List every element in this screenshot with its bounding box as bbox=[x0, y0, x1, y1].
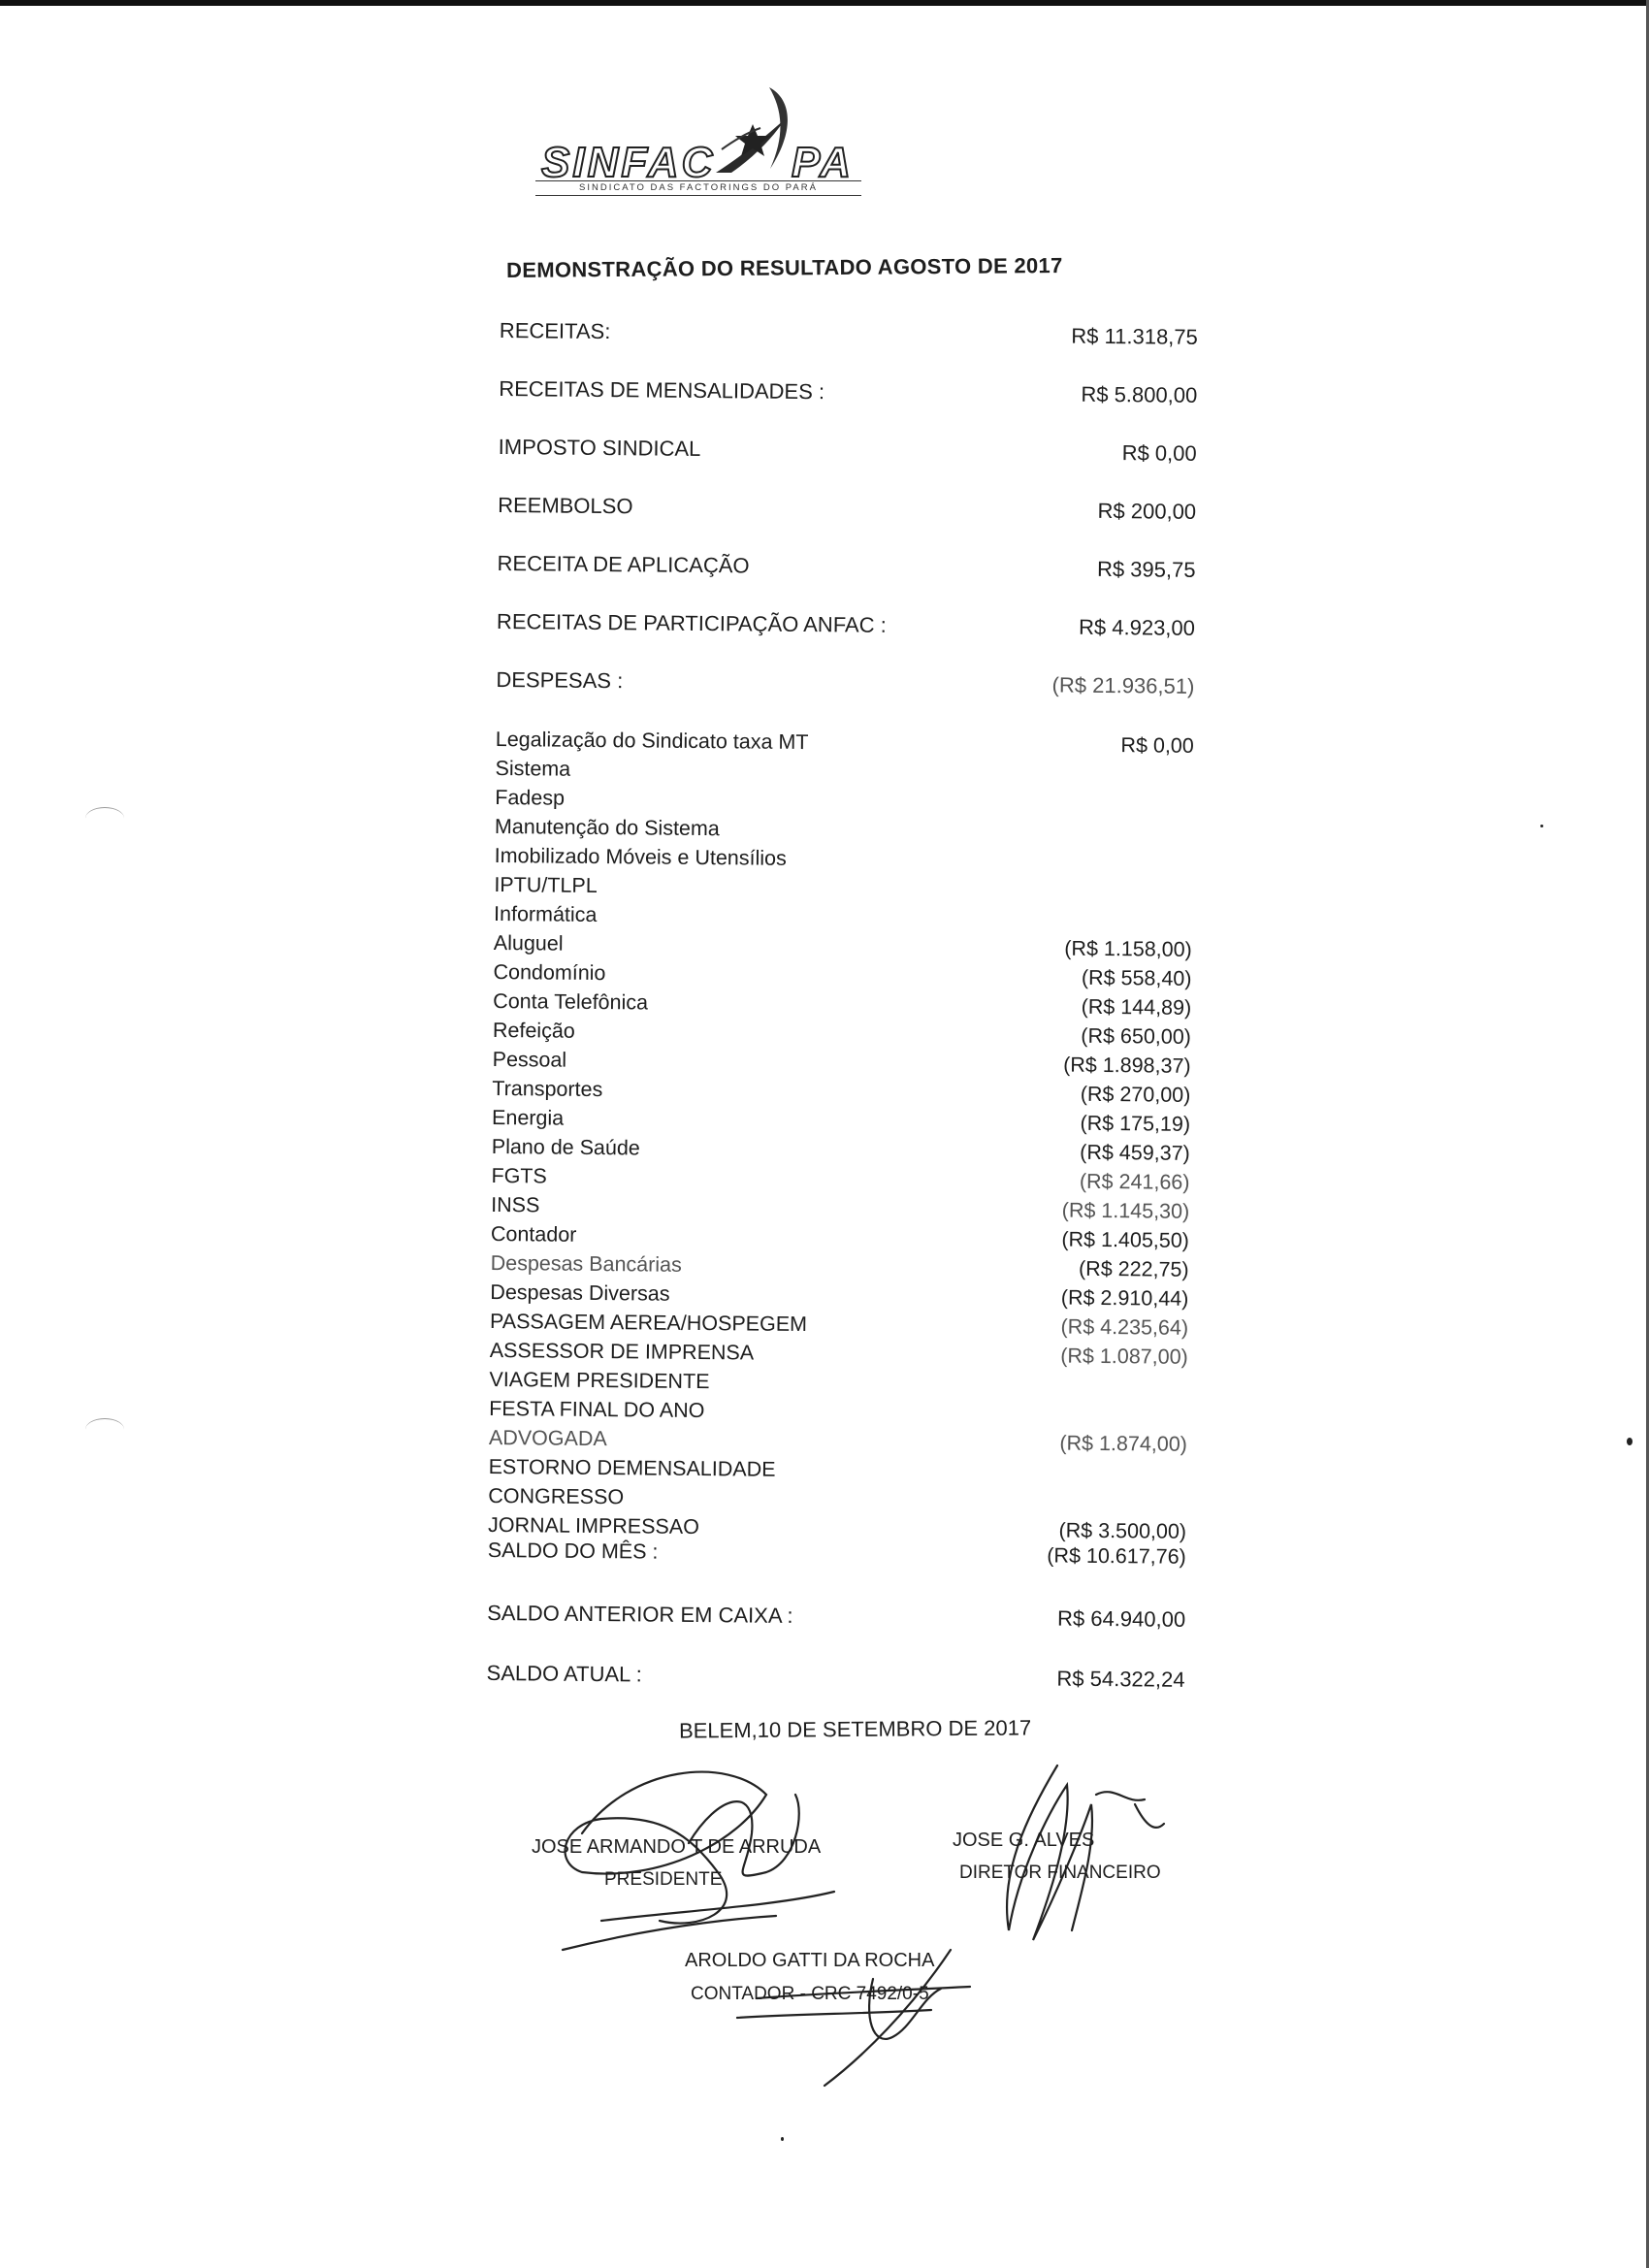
summary-row bbox=[496, 667, 1204, 703]
row-amount: (R$ 1.158,00) bbox=[1064, 936, 1192, 961]
row-amount: (R$ 1.087,00) bbox=[1060, 1344, 1188, 1369]
row-amount: (R$ 222,75) bbox=[1078, 1256, 1189, 1281]
row-label: Conta Telefônica bbox=[493, 988, 649, 1015]
row-label: RECEITAS: bbox=[499, 318, 611, 344]
punch-hole-mark bbox=[85, 1418, 124, 1441]
row-label: SALDO DO MÊS : bbox=[487, 1538, 659, 1564]
row-amount: R$ 0,00 bbox=[1120, 733, 1194, 758]
row-amount: (R$ 1.874,00) bbox=[1059, 1431, 1188, 1456]
punch-hole-mark bbox=[85, 807, 124, 829]
row-amount: (R$ 4.235,64) bbox=[1060, 1314, 1189, 1340]
row-label: RECEITAS DE MENSALIDADES : bbox=[499, 375, 825, 405]
balance-row bbox=[487, 1601, 1195, 1636]
scan-speck bbox=[1627, 1438, 1633, 1445]
svg-text:SINFAC: SINFAC bbox=[541, 139, 716, 186]
row-label: JORNAL IMPRESSAO bbox=[487, 1512, 700, 1539]
signatory-role: PRESIDENTE bbox=[604, 1869, 723, 1890]
row-label: RECEITAS DE PARTICIPAÇÃO ANFAC : bbox=[496, 608, 887, 637]
row-amount: R$ 64.940,00 bbox=[1056, 1605, 1186, 1632]
row-label: Despesas Bancárias bbox=[490, 1250, 682, 1277]
summary-row bbox=[497, 609, 1205, 645]
row-amount: R$ 11.318,75 bbox=[1071, 323, 1198, 349]
row-amount: (R$ 21.936,51) bbox=[1051, 672, 1195, 698]
income-statement bbox=[486, 318, 1208, 1722]
balance-row bbox=[486, 1661, 1194, 1697]
row-amount: (R$ 175,19) bbox=[1080, 1111, 1191, 1136]
place-date: BELEM,10 DE SETEMBRO DE 2017 bbox=[678, 1715, 1032, 1743]
row-label: Imobilizado Móveis e Utensílios bbox=[494, 843, 787, 870]
row-label: PASSAGEM AEREA/HOSPEGEM bbox=[489, 1309, 808, 1337]
row-label: FGTS bbox=[491, 1163, 547, 1188]
row-amount: R$ 5.800,00 bbox=[1081, 381, 1198, 407]
row-label: Fadesp bbox=[495, 785, 566, 810]
row-label: Energia bbox=[491, 1105, 565, 1130]
row-label: IPTU/TLPL bbox=[494, 872, 598, 897]
row-amount: (R$ 3.500,00) bbox=[1058, 1518, 1187, 1543]
row-amount: (R$ 2.910,44) bbox=[1060, 1285, 1189, 1311]
row-label: Condomínio bbox=[493, 959, 606, 986]
sinfac-logo bbox=[532, 80, 881, 206]
row-label: Legalização do Sindicato taxa MT bbox=[495, 727, 809, 755]
row-amount: (R$ 650,00) bbox=[1081, 1023, 1192, 1049]
row-label: Transportes bbox=[492, 1076, 603, 1102]
row-label: RECEITA DE APLICAÇÃO bbox=[497, 550, 750, 578]
row-amount: R$ 200,00 bbox=[1097, 498, 1197, 524]
row-label: FESTA FINAL DO ANO bbox=[489, 1396, 705, 1423]
row-label: Despesas Diversas bbox=[490, 1280, 670, 1306]
row-amount: (R$ 1.405,50) bbox=[1061, 1227, 1190, 1252]
row-label: Manutenção do Sistema bbox=[494, 814, 720, 841]
summary-row bbox=[500, 318, 1208, 354]
row-label: Refeição bbox=[492, 1018, 575, 1043]
summary-row bbox=[499, 435, 1207, 470]
signature-scribbles bbox=[543, 1727, 1222, 2095]
row-label: ASSESSOR DE IMPRENSA bbox=[489, 1338, 755, 1365]
row-amount: (R$ 270,00) bbox=[1080, 1082, 1191, 1107]
row-amount: (R$ 1.898,37) bbox=[1063, 1053, 1191, 1078]
summary-row bbox=[498, 493, 1206, 529]
row-amount: R$ 0,00 bbox=[1121, 440, 1197, 466]
row-label: REEMBOLSO bbox=[498, 492, 633, 519]
row-amount: R$ 395,75 bbox=[1096, 556, 1196, 582]
row-label: Sistema bbox=[495, 756, 571, 781]
signatory-role: CONTADOR - CRC 7492/0-5 bbox=[691, 1984, 929, 2004]
row-label: SALDO ATUAL : bbox=[486, 1660, 642, 1687]
row-amount: (R$ 558,40) bbox=[1081, 965, 1192, 990]
document-title: DEMONSTRAÇÃO DO RESULTADO AGOSTO DE 2017 bbox=[506, 252, 1063, 282]
row-label: SALDO ANTERIOR EM CAIXA : bbox=[487, 1600, 793, 1628]
row-amount: R$ 54.322,24 bbox=[1056, 1666, 1185, 1692]
scan-top-edge bbox=[0, 0, 1649, 6]
row-label: Contador bbox=[490, 1221, 577, 1247]
signatory-name: JOSE G. ALVES bbox=[953, 1830, 1095, 1851]
row-amount: (R$ 144,89) bbox=[1081, 994, 1192, 1020]
handwritten-signatures bbox=[543, 1727, 1222, 2095]
row-label: INSS bbox=[491, 1192, 540, 1217]
scan-speck bbox=[781, 2137, 784, 2141]
row-amount: (R$ 459,37) bbox=[1080, 1140, 1190, 1165]
row-label: Pessoal bbox=[492, 1047, 567, 1072]
row-label: VIAGEM PRESIDENTE bbox=[489, 1367, 710, 1394]
signatory-name: JOSE ARMANDO T DE ARRUDA bbox=[532, 1836, 822, 1858]
row-amount: (R$ 10.617,76) bbox=[1047, 1543, 1186, 1569]
row-label: Aluguel bbox=[493, 930, 564, 956]
signatory-name: AROLDO GATTI DA ROCHA bbox=[685, 1950, 935, 1971]
svg-text:PA: PA bbox=[792, 139, 854, 186]
expense-row bbox=[488, 1539, 1196, 1574]
row-label: ADVOGADA bbox=[488, 1425, 607, 1451]
row-label: DESPESAS : bbox=[496, 666, 624, 694]
row-label: ESTORNO DEMENSALIDADE bbox=[488, 1454, 776, 1481]
signatory-role: DIRETOR FINANCEIRO bbox=[959, 1863, 1161, 1883]
row-label: Informática bbox=[493, 901, 598, 926]
row-amount: (R$ 1.145,30) bbox=[1061, 1198, 1190, 1223]
scan-speck bbox=[1540, 825, 1543, 827]
summary-row bbox=[499, 376, 1207, 412]
row-label: IMPOSTO SINDICAL bbox=[498, 434, 701, 461]
row-label: CONGRESSO bbox=[488, 1483, 625, 1509]
row-amount: (R$ 241,66) bbox=[1079, 1169, 1190, 1194]
row-label: Plano de Saúde bbox=[491, 1134, 640, 1160]
summary-row bbox=[497, 551, 1205, 587]
row-amount: R$ 4.923,00 bbox=[1078, 614, 1196, 640]
logo-subtitle: SINDICATO DAS FACTORINGS DO PARÁ bbox=[535, 180, 861, 196]
